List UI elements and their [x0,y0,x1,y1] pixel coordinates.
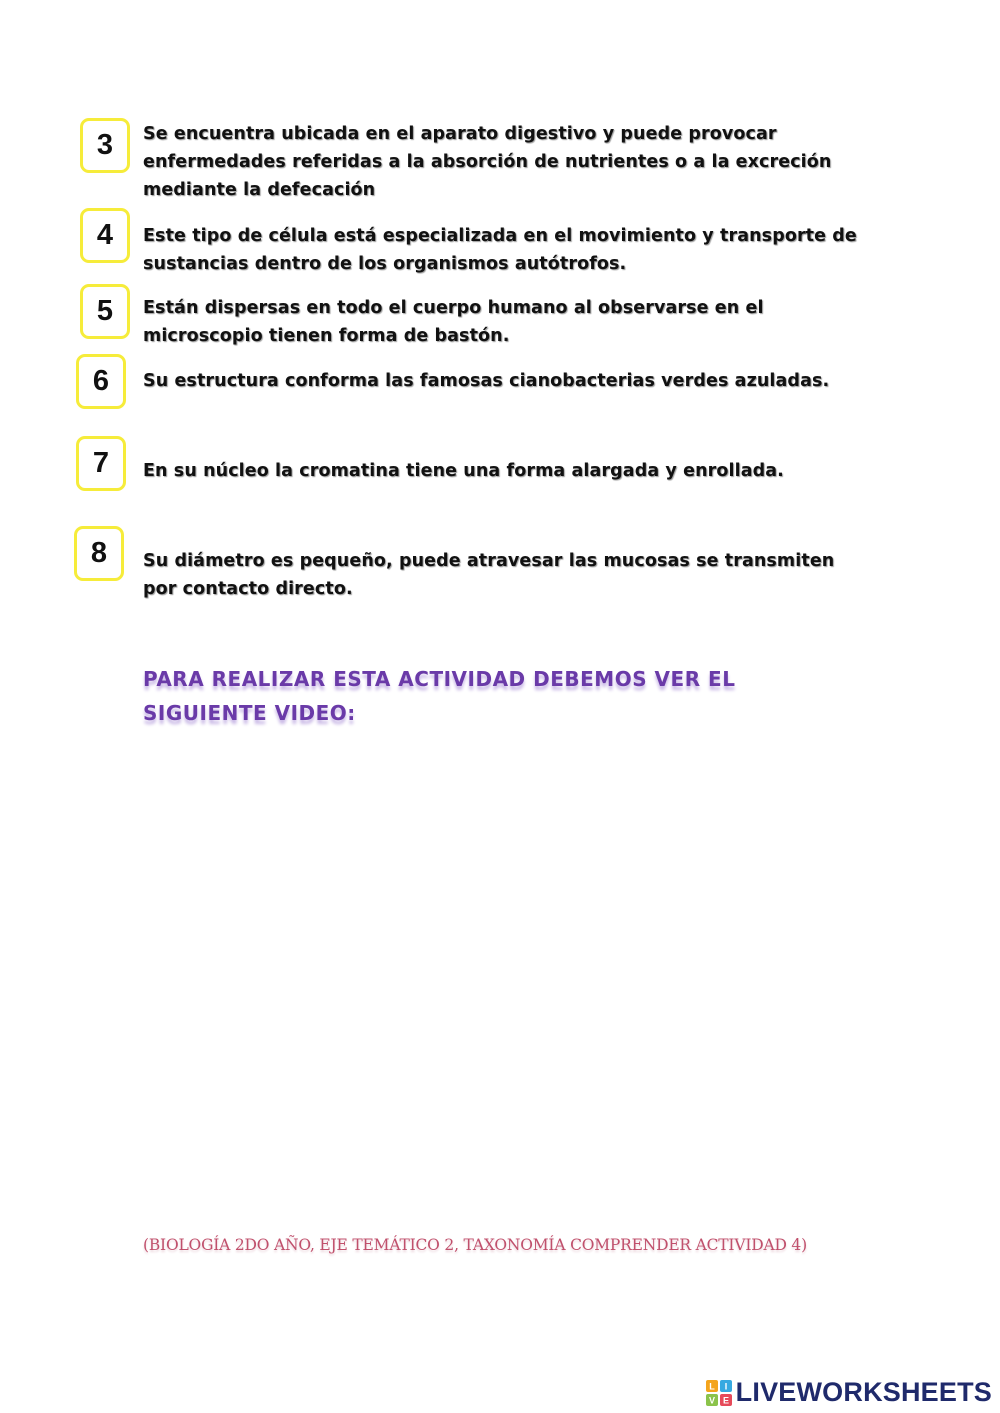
svg-text:E: E [722,1395,729,1405]
footer-note: (BIOLOGÍA 2DO AÑO, EJE TEMÁTICO 2, TAXONOMÍA COMPRENDER ACTIVIDAD 4) [143,1236,807,1254]
item-text: En su núcleo la cromatina tiene una forma alargada y enrollada. [143,461,784,481]
item-number-box [74,526,124,581]
activity-instruction: PARA REALIZAR ESTA ACTIVIDAD DEBEMOS VER EL SIGUIENTE VIDEO: [143,667,736,725]
item-text: Este tipo de célula está especializada en el movimiento y transporte de sustancias dentro de los organismos autótrofos. [143,226,857,274]
item-number: 5 [96,295,114,327]
item-text: Su diámetro es pequeño, puede atravesar las mucosas se transmiten por contacto directo. [143,551,835,599]
item-number: 7 [92,447,110,479]
item-number: 8 [90,537,108,569]
item-text: Su estructura conforma las famosas cianobacterias verdes azuladas. [143,371,830,391]
item-text: Están dispersas en todo el cuerpo humano al observarse en el microscopio tienen forma de bastón. [143,298,764,346]
item-number: 4 [96,219,114,251]
svg-text:I: I [724,1381,727,1391]
brand-logo[interactable] [706,1377,992,1408]
svg-text:L: L [708,1381,715,1391]
item-number: 6 [92,365,110,397]
liveworksheets-logo-icon [706,1380,732,1406]
item-number-box [76,436,126,491]
item-number-box [76,354,126,409]
svg-text:V: V [708,1395,715,1405]
item-number: 3 [96,129,114,161]
item-text: Se encuentra ubicada en el aparato digestivo y puede provocar enfermedades referidas a la absorción de nutrientes o a la excreción mediante la defecación [143,124,832,200]
item-number-box [80,118,130,173]
brand-name: LIVEWORKSHEETS [735,1377,992,1407]
item-number-box [80,284,130,339]
item-number-box [80,208,130,263]
